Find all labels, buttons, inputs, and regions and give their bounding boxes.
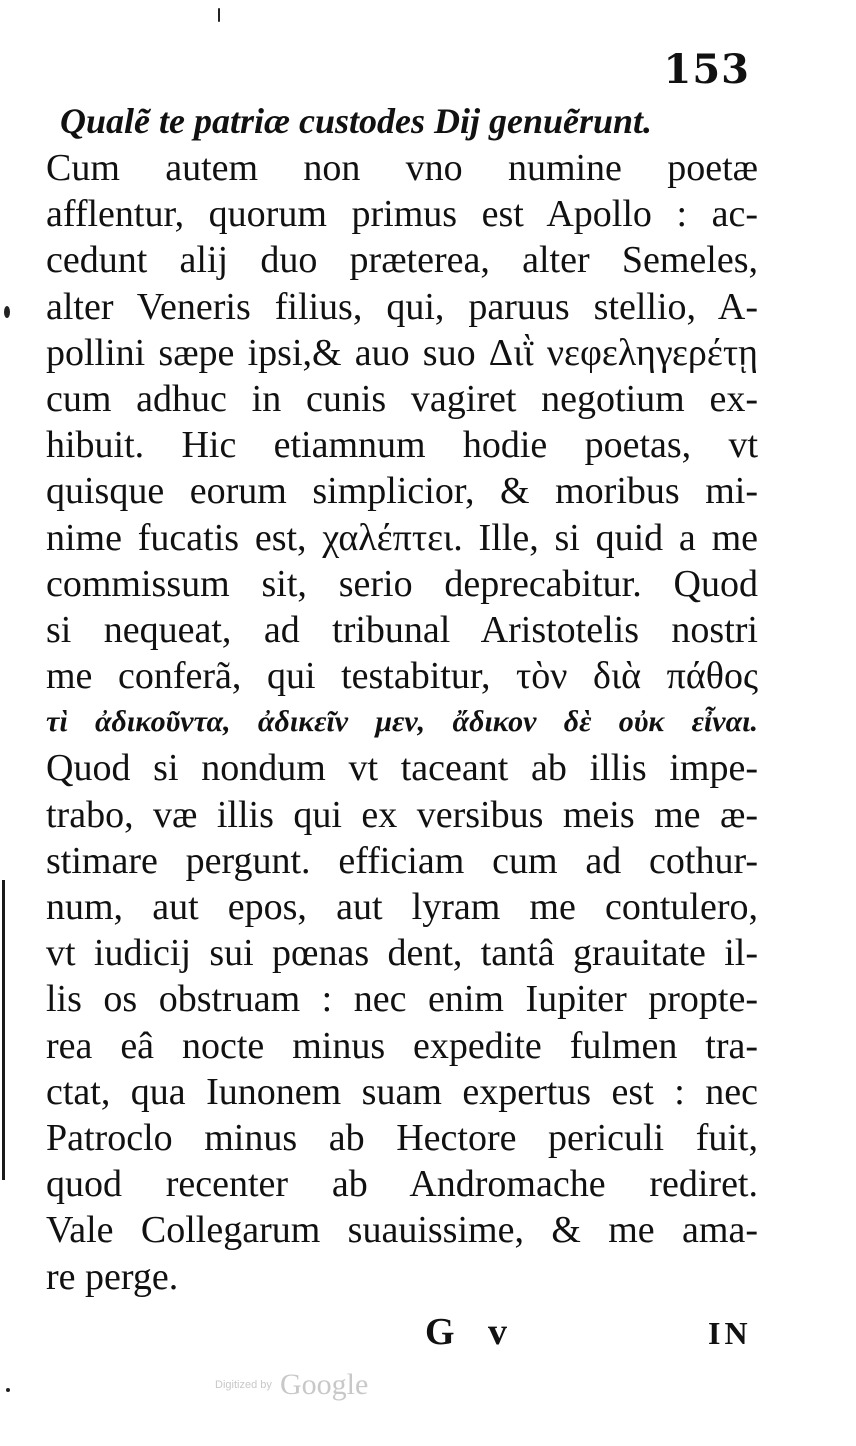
ink-speck [218, 8, 220, 22]
text-line: num, aut epos, aut lyram me contulero, [46, 886, 758, 928]
text-line: me conferã, qui testabitur, τὸν διὰ πάθος [46, 655, 758, 698]
text-line: cum adhuc in cunis vagiret negotium ex- [46, 377, 758, 420]
ink-speck [4, 306, 10, 318]
text-line: Vale Collegarum suauissime, & me ama- [46, 1209, 758, 1252]
text-line: ctat, qua Iunonem suam expertus est : nec [46, 1070, 758, 1113]
signature-mark: G v [425, 1311, 520, 1353]
digitization-watermark [215, 1368, 368, 1402]
text-line: Quod si nondum vt taceant ab illis impe- [46, 747, 758, 790]
text-line: vt iudicij sui pœnas dent, tantâ grauitate il- [46, 932, 758, 975]
text-line: trabo, væ illis qui ex versibus meis me æ- [46, 793, 758, 836]
text-line: quisque eorum simplicior, & moribus mi- [46, 470, 758, 513]
text-line: cedunt alij duo præterea, alter Semeles, [46, 239, 758, 282]
text-line: afflentur, quorum primus est Apollo : ac- [46, 193, 758, 236]
text-line: re perge. [46, 1255, 179, 1298]
watermark-prefix: Digitized by [215, 1379, 272, 1391]
text-line: alter Veneris filius, qui, paruus stellio, A- [46, 285, 758, 328]
google-logo: Google [279, 1368, 369, 1401]
text-line: Patroclo minus ab Hectore periculi fuit, [46, 1116, 758, 1159]
page-number: 153 [663, 46, 750, 93]
body-text [46, 145, 758, 1300]
ink-speck [6, 1388, 10, 1392]
catchword: IN [708, 1315, 752, 1351]
text-line: rea eâ nocte minus expedite fulmen tra- [46, 1024, 758, 1067]
text-line: hibuit. Hic etiamnum hodie poetas, vt [46, 424, 758, 467]
text-line: nime fucatis est, χαλέπτει. Ille, si quid a me [46, 516, 758, 559]
text-line: stimare pergunt. efficiam cum ad cothur- [46, 839, 758, 882]
page-edge-mark [2, 880, 5, 1180]
text-line: commissum sit, serio deprecabitur. Quod [46, 562, 758, 605]
running-head: Qualẽ te patriæ custodes Dij genuẽrunt. [60, 101, 653, 141]
greek-text-line: τὶ ἀδικοῦντα, ἀδικεῖν μεν, ἄδικον δὲ οὐκ εἶναι. [46, 705, 758, 739]
text-line: lis os obstruam : nec enim Iupiter propte- [46, 978, 758, 1021]
text-line: Cum autem non vno numine poetæ [46, 147, 758, 189]
text-line: si nequeat, ad tribunal Aristotelis nostri [46, 608, 758, 651]
text-line: quod recenter ab Andromache rediret. [46, 1163, 758, 1206]
text-line: pollini sæpe ipsi,& auo suo Διῒ νεφεληγερέτῃ [46, 331, 758, 374]
